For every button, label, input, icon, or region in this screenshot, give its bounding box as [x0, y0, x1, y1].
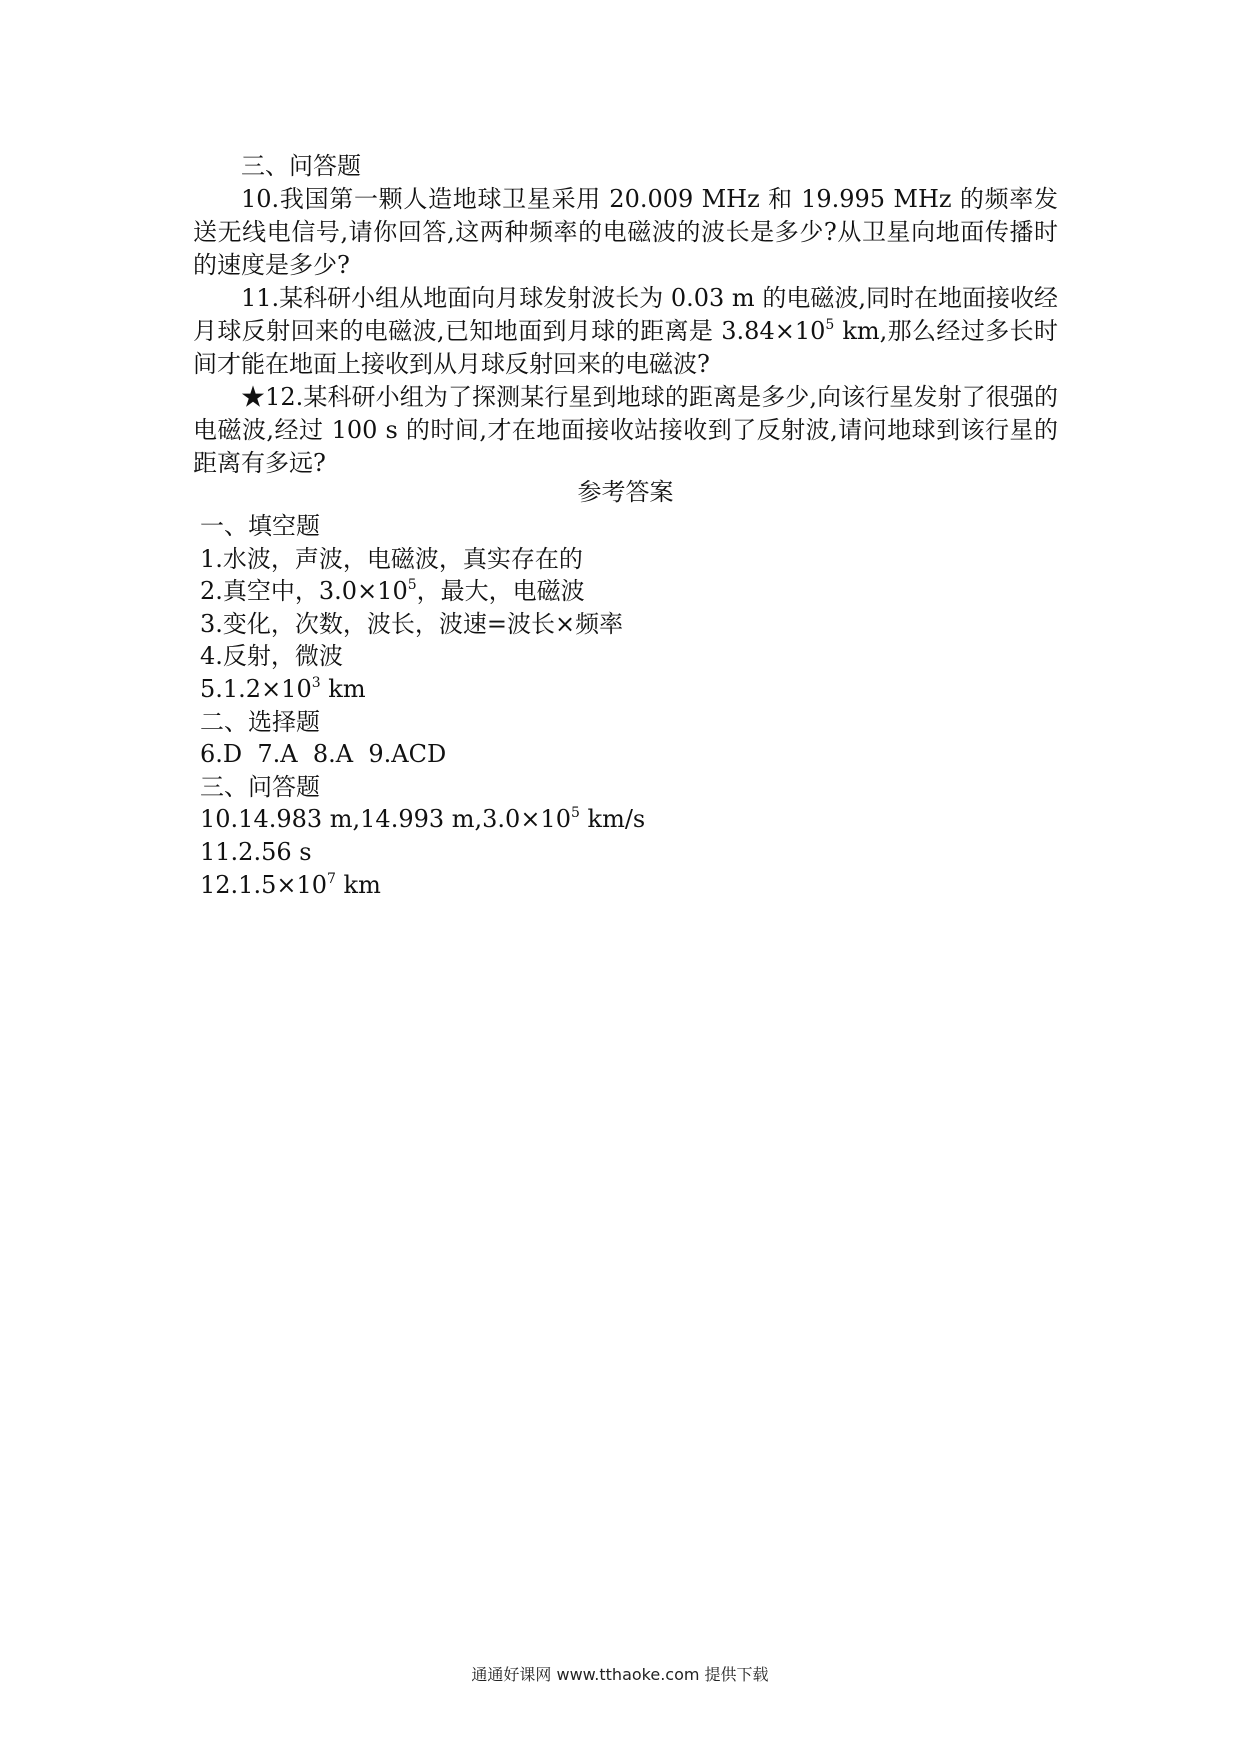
question-11 — [193, 282, 1058, 381]
answers-title: 参考答案 — [577, 478, 674, 506]
answer-12-text-a: 12.1.5×10 — [200, 870, 327, 899]
answer-2-text-a: 2.真空中，3.0×10 — [200, 577, 408, 606]
answer-4: 4.反射，微波 — [200, 642, 343, 671]
answer-2 — [200, 575, 900, 608]
answer-5-text-b: km — [320, 674, 366, 703]
answer-12-text-b: km — [335, 870, 381, 899]
answer-5 — [200, 673, 900, 706]
answer-section-qa: 三、问答题 — [200, 772, 320, 801]
answer-5-exponent: 3 — [311, 674, 321, 691]
footer-watermark: 通通好课网 www.tthaoke.com 提供下载 — [471, 1665, 769, 1684]
answer-section-fill-blank: 一、填空题 — [200, 512, 320, 540]
answer-2-exponent: 5 — [407, 577, 417, 594]
answer-2-text-b: ，最大，电磁波 — [416, 577, 585, 606]
answer-6-9: 6.D 7.A 8.A 9.ACD — [200, 740, 447, 769]
answer-5-text-a: 5.1.2×10 — [200, 674, 312, 703]
question-10: 10.我国第一颗人造地球卫星采用 20.009 MHz 和 19.995 MHz 的频率发送无线电信号,请你回答,这两种频率的电磁波的波长是多少?从卫星向地面传播时的速度是多少? — [193, 185, 1058, 279]
answer-3: 3.变化，次数，波长，波速=波长×频率 — [200, 609, 624, 638]
question-11-text-a: 11.某科研小组从地面向月球发射波长为 0.03 m 的电磁波,同时在地面接收经月球反射回来的电磁波,已知地面到月球的距离是 3.84×10 — [193, 284, 1058, 345]
answer-12-exponent: 7 — [326, 870, 336, 887]
section-heading-qa: 三、问答题 — [241, 152, 361, 180]
answer-section-multiple-choice: 二、选择题 — [200, 707, 320, 736]
answer-10-text-b: km/s — [579, 805, 646, 834]
answer-10-exponent: 5 — [570, 805, 580, 822]
answer-11: 11.2.56 s — [200, 837, 312, 866]
answer-12 — [200, 869, 900, 902]
answer-10-text-a: 10.14.983 m,14.993 m,3.0×10 — [200, 805, 571, 834]
answer-1: 1.水波，声波，电磁波，真实存在的 — [200, 544, 583, 573]
answer-10 — [200, 803, 900, 836]
questions-block — [193, 150, 1058, 480]
question-12: ★12.某科研小组为了探测某行星到地球的距离是多少,向该行星发射了很强的电磁波,经过 100 s 的时间,才在地面接收站接收到了反射波,请问地球到该行星的距离有多远? — [193, 383, 1058, 477]
question-11-text-b: km,那么经过多长时间才能在地面上接收到从月球反射回来的电磁波? — [193, 317, 1058, 378]
answers-block — [200, 510, 900, 901]
question-11-exponent: 5 — [825, 317, 835, 333]
